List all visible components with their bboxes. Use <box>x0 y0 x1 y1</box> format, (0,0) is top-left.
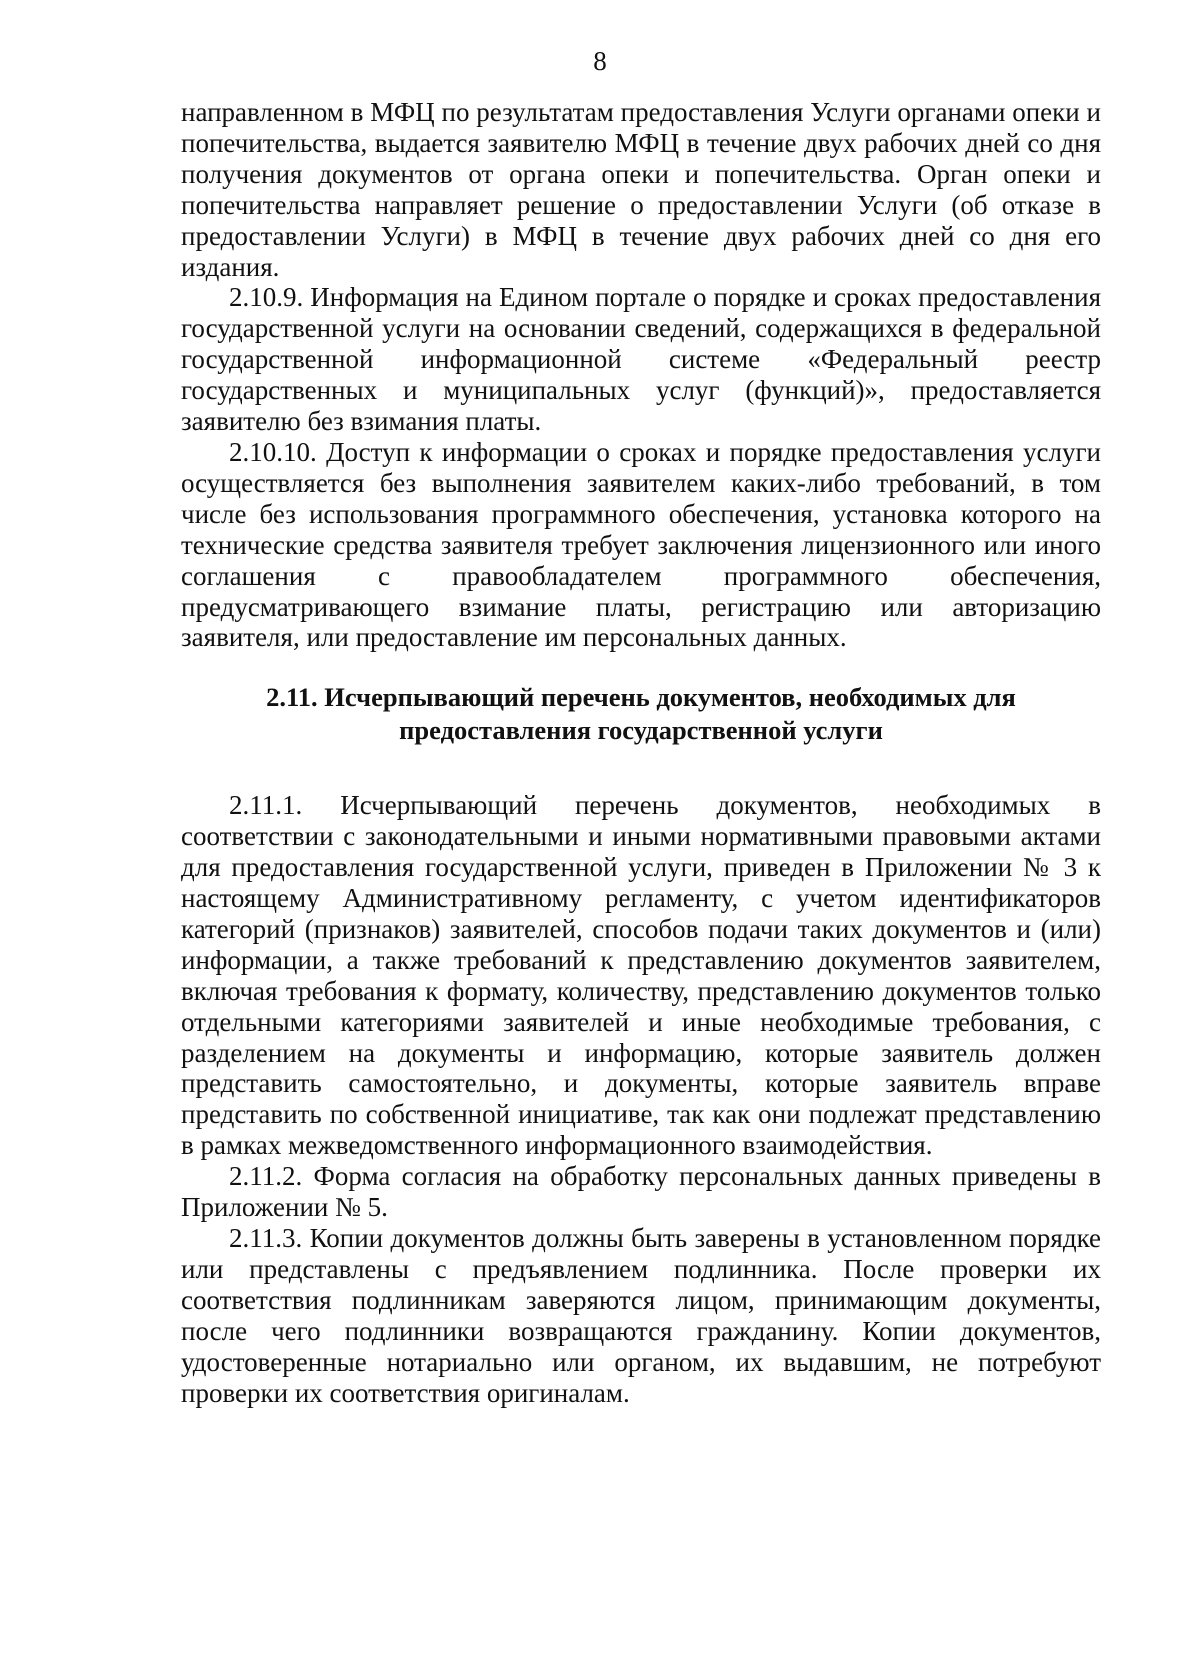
paragraph-2-10-9: 2.10.9. Информация на Едином портале о порядке и сроках предоставления государственной услуги на основании сведений, содержащихся в федеральной государственной информационной системе «Федеральный реестр государственных и муниципальных услуг (функций)», предоставляется заявителю без взимания платы. <box>181 282 1101 437</box>
section-heading-2-11 <box>181 681 1101 747</box>
paragraph-2-10-10: 2.10.10. Доступ к информации о сроках и порядке предоставления услуги осуществляется без выполнения заявителем каких-либо требований, в том числе без использования программного обеспечения, установка которого на технические средства заявителя требует заключения лицензионного или иного соглашения с правообладателем программного обеспечения, предусматривающего взимание платы, регистрацию или авторизацию заявителя, или предоставление им персональных данных. <box>181 436 1101 653</box>
section-heading-line-1: 2.11. Исчерпывающий перечень документов, необходимых для <box>266 682 1016 713</box>
paragraph-mfc-decision: направленном в МФЦ по результатам предоставления Услуги органами опеки и попечительства, выдается заявителю МФЦ в течение двух рабочих дней со дня получения документов от органа опеки и попечительства. Орган опеки и попечительства направляет решение о предоставлении Услуги (об отказе в предоставлении Услуги) в МФЦ в течение двух рабочих дней со дня его издания. <box>181 97 1101 282</box>
paragraph-2-11-2: 2.11.2. Форма согласия на обработку персональных данных приведены в Приложении № 5. <box>181 1161 1101 1223</box>
paragraph-2-11-3: 2.11.3. Копии документов должны быть заверены в установленном порядке или представлены с предъявлением подлинника. После проверки их соответствия подлинникам заверяются лицом, принимающим документы, после чего подлинники возвращаются гражданину. Копии документов, удостоверенные нотариально или органом, их выдавшим, не потребуют проверки их соответствия оригиналам. <box>181 1223 1101 1408</box>
page-number: 8 <box>593 46 607 76</box>
section-heading-line-2: предоставления государственной услуги <box>399 715 883 746</box>
paragraph-2-11-1: 2.11.1. Исчерпывающий перечень документов, необходимых в соответствии с законодательными и иными нормативными правовыми актами для предоставления государственной услуги, приведен в Приложении № 3 к настоящему Административному регламенту, с учетом идентификаторов категорий (признаков) заявителей, способов подачи таких документов и (или) информации, а также требований к представлению документов заявителем, включая требования к формату, количеству, представлению документов только отдельными категориями заявителей и иные необходимые требования, с разделением на документы и информацию, которые заявитель должен представить самостоятельно, и документы, которые заявитель вправе представить по собственной инициативе, так как они подлежат представлению в рамках межведомственного информационного взаимодействия. <box>181 790 1101 1161</box>
document-body <box>181 97 1101 1408</box>
